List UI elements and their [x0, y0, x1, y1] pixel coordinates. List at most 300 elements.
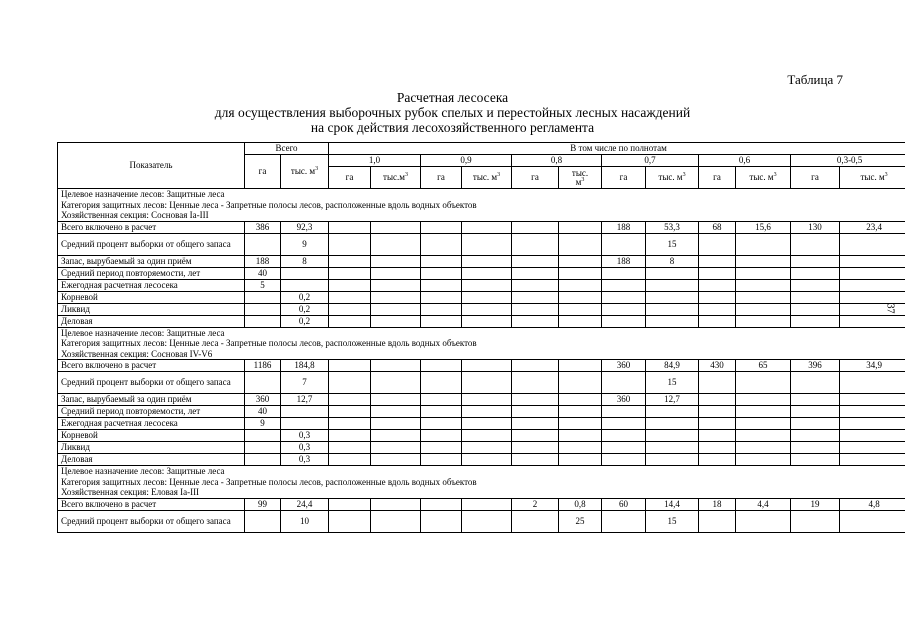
table-title	[0, 90, 905, 135]
table-cell: 60	[602, 498, 646, 510]
section-description-line: Хозяйственная секция: Сосновая IV-V6	[61, 348, 213, 359]
table-cell	[371, 372, 421, 394]
table-cell	[736, 303, 791, 315]
table-cell	[371, 315, 421, 327]
header-ha: га	[602, 167, 646, 189]
table-cell	[245, 510, 281, 532]
table-cell	[559, 372, 602, 394]
header-thous-m3: тыс. $м^3$	[559, 167, 602, 189]
table-cell	[512, 255, 559, 267]
table-cell: 19	[791, 498, 840, 510]
table-row	[58, 233, 905, 255]
table-cell	[371, 430, 421, 442]
table-cell: 360	[245, 394, 281, 406]
allowable-cut-table	[57, 142, 905, 533]
table-cell	[512, 303, 559, 315]
table-cell	[791, 430, 840, 442]
table-cell	[421, 291, 462, 303]
row-label: Корневой	[58, 430, 245, 442]
table-cell: 0,3	[281, 430, 329, 442]
table-cell: 4,4	[736, 498, 791, 510]
table-cell	[699, 430, 736, 442]
table-cell	[602, 442, 646, 454]
table-cell: 8	[646, 255, 699, 267]
table-cell	[371, 394, 421, 406]
table-cell: 396	[791, 360, 840, 372]
table-cell	[329, 303, 371, 315]
table-cell	[840, 406, 905, 418]
table-cell	[512, 454, 559, 466]
table-cell	[559, 315, 602, 327]
row-label: Средний процент выборки от общего запаса	[58, 510, 245, 532]
row-label: Средний период повторяемости, лет	[58, 406, 245, 418]
row-label: Средний период повторяемости, лет	[58, 267, 245, 279]
table-cell	[559, 267, 602, 279]
table-cell	[646, 454, 699, 466]
table-cell	[736, 454, 791, 466]
table-cell: 9	[281, 233, 329, 255]
table-cell	[371, 233, 421, 255]
row-label: Всего включено в расчет	[58, 360, 245, 372]
table-cell	[791, 303, 840, 315]
table-cell	[840, 418, 905, 430]
table-cell	[512, 406, 559, 418]
table-cell	[512, 279, 559, 291]
table-cell	[462, 233, 512, 255]
table-cell	[371, 291, 421, 303]
table-cell: 5	[245, 279, 281, 291]
page-number: 37	[884, 303, 896, 314]
row-label: Средний процент выборки от общего запаса	[58, 233, 245, 255]
table-cell: 15,6	[736, 221, 791, 233]
table-cell	[462, 255, 512, 267]
table-cell: 8	[281, 255, 329, 267]
table-cell	[512, 233, 559, 255]
table-cell	[559, 454, 602, 466]
table-cell	[646, 291, 699, 303]
row-label: Деловая	[58, 454, 245, 466]
table-cell	[646, 267, 699, 279]
title-line: для осуществления выборочных рубок спелых и перестойных лесных насаждений	[214, 105, 691, 120]
table-cell	[421, 233, 462, 255]
table-cell	[699, 233, 736, 255]
table-cell	[699, 454, 736, 466]
table-cell: 99	[245, 498, 281, 510]
table-row	[58, 510, 905, 532]
table-cell: 188	[602, 255, 646, 267]
header-ha: га	[512, 167, 559, 189]
table-row	[58, 221, 905, 233]
table-cell	[602, 233, 646, 255]
section-description-line: Целевое назначение лесов: Защитные леса	[61, 466, 225, 476]
table-cell: 53,3	[646, 221, 699, 233]
table-cell	[245, 442, 281, 454]
table-cell	[791, 267, 840, 279]
table-row	[58, 430, 905, 442]
table-cell	[699, 406, 736, 418]
table-cell	[462, 510, 512, 532]
table-cell	[736, 267, 791, 279]
table-cell	[281, 418, 329, 430]
table-cell: 10	[281, 510, 329, 532]
table-cell	[421, 394, 462, 406]
table-cell	[462, 418, 512, 430]
table-cell	[840, 430, 905, 442]
table-cell	[245, 454, 281, 466]
table-cell	[699, 442, 736, 454]
section-description-line: Категория защитных лесов: Ценные леса - Запретные полосы лесов, расположенные вдоль водных объектов	[61, 199, 477, 210]
table-cell	[736, 418, 791, 430]
table-cell	[245, 291, 281, 303]
header-ha: га	[699, 167, 736, 189]
table-cell	[512, 372, 559, 394]
table-cell: 68	[699, 221, 736, 233]
table-cell	[736, 430, 791, 442]
table-cell	[512, 315, 559, 327]
table-cell: 184,8	[281, 360, 329, 372]
table-cell	[602, 291, 646, 303]
table-cell	[559, 418, 602, 430]
table-cell: 15	[646, 372, 699, 394]
table-cell	[791, 372, 840, 394]
table-cell	[371, 498, 421, 510]
table-cell	[559, 360, 602, 372]
header-thous-m3: тыс. $м^3$	[736, 167, 791, 189]
table-cell	[421, 498, 462, 510]
table-cell	[421, 406, 462, 418]
table-row	[58, 372, 905, 394]
section-description	[58, 327, 905, 360]
table-cell	[512, 394, 559, 406]
table-cell	[421, 267, 462, 279]
header-density: 0,3-0,5	[791, 155, 905, 167]
table-cell: 84,9	[646, 360, 699, 372]
section-description-line: Хозяйственная секция: Еловая Iа-III	[61, 487, 200, 497]
table-cell	[840, 267, 905, 279]
table-cell	[559, 279, 602, 291]
table-cell: 0,3	[281, 442, 329, 454]
table-cell	[371, 360, 421, 372]
table-row	[58, 442, 905, 454]
table-cell	[602, 418, 646, 430]
table-cell	[646, 418, 699, 430]
table-cell	[602, 303, 646, 315]
table-cell	[736, 291, 791, 303]
header-ha: га	[329, 167, 371, 189]
table-cell	[371, 221, 421, 233]
header-density: 0,8	[512, 155, 602, 167]
table-row	[58, 454, 905, 466]
section-description-line: Целевое назначение лесов: Защитные леса	[61, 327, 225, 338]
table-cell	[371, 303, 421, 315]
row-label: Всего включено в расчет	[58, 221, 245, 233]
table-cell	[329, 279, 371, 291]
table-cell	[736, 394, 791, 406]
table-cell	[602, 267, 646, 279]
table-row	[58, 267, 905, 279]
table-cell	[329, 498, 371, 510]
header-ha: га	[791, 167, 840, 189]
table-cell: 0,3	[281, 454, 329, 466]
table-cell	[371, 279, 421, 291]
table-cell	[646, 279, 699, 291]
table-cell	[371, 406, 421, 418]
table-cell	[699, 291, 736, 303]
table-row	[58, 418, 905, 430]
table-cell: 360	[602, 394, 646, 406]
table-cell	[559, 406, 602, 418]
table-cell	[840, 233, 905, 255]
table-row	[58, 498, 905, 510]
table-cell: 24,4	[281, 498, 329, 510]
table-cell	[512, 360, 559, 372]
header-total-ha: га	[245, 155, 281, 189]
table-cell: 9	[245, 418, 281, 430]
table-row	[58, 303, 905, 315]
table-cell	[281, 279, 329, 291]
table-cell	[736, 442, 791, 454]
table-cell	[512, 221, 559, 233]
table-cell	[329, 233, 371, 255]
section-description-line: Хозяйственная секция: Сосновая Iа-III	[61, 210, 209, 220]
table-cell	[840, 303, 905, 315]
table-cell	[840, 442, 905, 454]
table-cell	[699, 279, 736, 291]
table-cell	[371, 418, 421, 430]
table-cell	[559, 394, 602, 406]
table-cell	[329, 255, 371, 267]
table-cell	[329, 430, 371, 442]
table-cell	[736, 233, 791, 255]
table-cell	[602, 454, 646, 466]
table-cell	[791, 406, 840, 418]
header-thous-m3: $тыс.м^3$	[371, 167, 421, 189]
table-cell	[791, 418, 840, 430]
header-thous-m3: тыс. $м^3$	[840, 167, 905, 189]
table-cell	[421, 442, 462, 454]
table-cell	[421, 221, 462, 233]
table-cell: 34,9	[840, 360, 905, 372]
table-cell	[462, 267, 512, 279]
table-cell: 40	[245, 406, 281, 418]
table-cell	[329, 372, 371, 394]
table-cell: 188	[602, 221, 646, 233]
table-cell	[462, 360, 512, 372]
table-cell	[840, 279, 905, 291]
header-ha: га	[421, 167, 462, 189]
table-row	[58, 315, 905, 327]
table-cell	[512, 267, 559, 279]
table-cell	[791, 315, 840, 327]
table-cell	[791, 291, 840, 303]
header-thous-m3: тыс. $м^3$	[646, 167, 699, 189]
table-cell	[791, 279, 840, 291]
row-label: Всего включено в расчет	[58, 498, 245, 510]
table-cell	[329, 454, 371, 466]
table-cell	[421, 510, 462, 532]
table-row	[58, 255, 905, 267]
table-cell: 0,2	[281, 315, 329, 327]
table-cell	[559, 291, 602, 303]
row-label: Ежегодная расчетная лесосека	[58, 418, 245, 430]
table-cell	[736, 279, 791, 291]
header-density: 0,7	[602, 155, 699, 167]
table-cell	[699, 267, 736, 279]
table-cell	[421, 255, 462, 267]
table-cell	[462, 291, 512, 303]
section-header-row	[58, 327, 905, 360]
section-description-line: Категория защитных лесов: Ценные леса - Запретные полосы лесов, расположенные вдоль водных объектов	[61, 476, 477, 487]
table-cell	[840, 255, 905, 267]
table-cell	[421, 372, 462, 394]
table-cell	[646, 406, 699, 418]
header-total: Всего	[245, 143, 329, 155]
table-cell	[699, 315, 736, 327]
table-cell: 1186	[245, 360, 281, 372]
row-label: Запас, вырубаемый за один приём	[58, 394, 245, 406]
table-cell	[329, 360, 371, 372]
table-cell: 386	[245, 221, 281, 233]
table-cell: 130	[791, 221, 840, 233]
table-cell	[736, 406, 791, 418]
row-label: Ликвид	[58, 303, 245, 315]
table-cell	[646, 430, 699, 442]
table-cell: 15	[646, 233, 699, 255]
table-number-label: Таблица 7	[787, 72, 843, 87]
title-line: на срок действия лесохозяйственного регламента	[310, 120, 595, 135]
table-cell: 23,4	[840, 221, 905, 233]
table-cell: 25	[559, 510, 602, 532]
table-cell	[462, 372, 512, 394]
header-density: 1,0	[329, 155, 421, 167]
table-cell	[329, 221, 371, 233]
table-cell	[840, 394, 905, 406]
table-cell	[602, 510, 646, 532]
table-cell	[840, 372, 905, 394]
table-cell	[840, 315, 905, 327]
table-cell	[559, 430, 602, 442]
table-cell	[840, 510, 905, 532]
table-cell	[462, 221, 512, 233]
section-header-row	[58, 466, 905, 499]
table-body	[58, 189, 905, 533]
table-cell	[462, 498, 512, 510]
table-cell	[245, 303, 281, 315]
table-cell: 18	[699, 498, 736, 510]
section-description	[58, 466, 905, 499]
table-row	[58, 279, 905, 291]
table-cell	[421, 360, 462, 372]
table-cell	[462, 394, 512, 406]
table-cell	[602, 430, 646, 442]
table-cell	[462, 315, 512, 327]
table-cell: 65	[736, 360, 791, 372]
table-cell	[602, 279, 646, 291]
table-cell	[602, 372, 646, 394]
table-cell: 0,2	[281, 291, 329, 303]
table-cell	[559, 255, 602, 267]
table-cell	[736, 315, 791, 327]
table-cell	[371, 454, 421, 466]
table-cell	[559, 442, 602, 454]
header-total-thous-m3: тыс. $м^3$	[281, 155, 329, 189]
table-cell	[791, 255, 840, 267]
table-cell	[736, 372, 791, 394]
table-cell	[512, 291, 559, 303]
table-cell	[462, 430, 512, 442]
table-cell: 360	[602, 360, 646, 372]
table-cell	[462, 442, 512, 454]
section-header-row	[58, 189, 905, 222]
table-cell	[371, 442, 421, 454]
table-cell	[791, 394, 840, 406]
table-cell: 430	[699, 360, 736, 372]
table-cell	[559, 233, 602, 255]
table-cell	[421, 279, 462, 291]
table-cell: 2	[512, 498, 559, 510]
table-cell	[245, 233, 281, 255]
table-cell	[699, 255, 736, 267]
table-cell: 12,7	[281, 394, 329, 406]
table-cell	[699, 418, 736, 430]
row-label: Корневой	[58, 291, 245, 303]
table-cell	[791, 510, 840, 532]
table-cell	[329, 510, 371, 532]
table-cell	[421, 418, 462, 430]
table-cell	[559, 221, 602, 233]
table-cell	[245, 315, 281, 327]
table-cell	[281, 406, 329, 418]
table-row	[58, 291, 905, 303]
row-label: Средний процент выборки от общего запаса	[58, 372, 245, 394]
table-cell: 12,7	[646, 394, 699, 406]
table-cell	[699, 303, 736, 315]
table-cell	[462, 279, 512, 291]
row-label: Ежегодная расчетная лесосека	[58, 279, 245, 291]
table-cell	[736, 510, 791, 532]
table-cell	[421, 430, 462, 442]
section-description-line: Категория защитных лесов: Ценные леса - Запретные полосы лесов, расположенные вдоль водных объектов	[61, 338, 477, 348]
table-cell	[421, 454, 462, 466]
table-cell	[281, 267, 329, 279]
header-thous-m3: тыс. $м^3$	[462, 167, 512, 189]
table-cell	[329, 406, 371, 418]
table-cell	[699, 372, 736, 394]
table-cell	[329, 315, 371, 327]
title-line: Расчетная лесосека	[396, 90, 509, 105]
table-cell	[699, 394, 736, 406]
table-cell	[512, 418, 559, 430]
table-cell	[245, 372, 281, 394]
row-label: Деловая	[58, 315, 245, 327]
table-cell	[421, 303, 462, 315]
table-cell	[245, 430, 281, 442]
table-cell	[462, 303, 512, 315]
table-cell	[371, 510, 421, 532]
header-indicator: Показатель	[58, 143, 245, 189]
table-cell	[646, 442, 699, 454]
table-cell: 0,8	[559, 498, 602, 510]
section-description	[58, 189, 905, 222]
table-cell	[646, 315, 699, 327]
table-cell	[462, 406, 512, 418]
table-cell	[512, 430, 559, 442]
table-cell: 4,8	[840, 498, 905, 510]
table-cell	[329, 267, 371, 279]
row-label: Ликвид	[58, 442, 245, 454]
table-cell	[371, 267, 421, 279]
table-cell	[559, 303, 602, 315]
